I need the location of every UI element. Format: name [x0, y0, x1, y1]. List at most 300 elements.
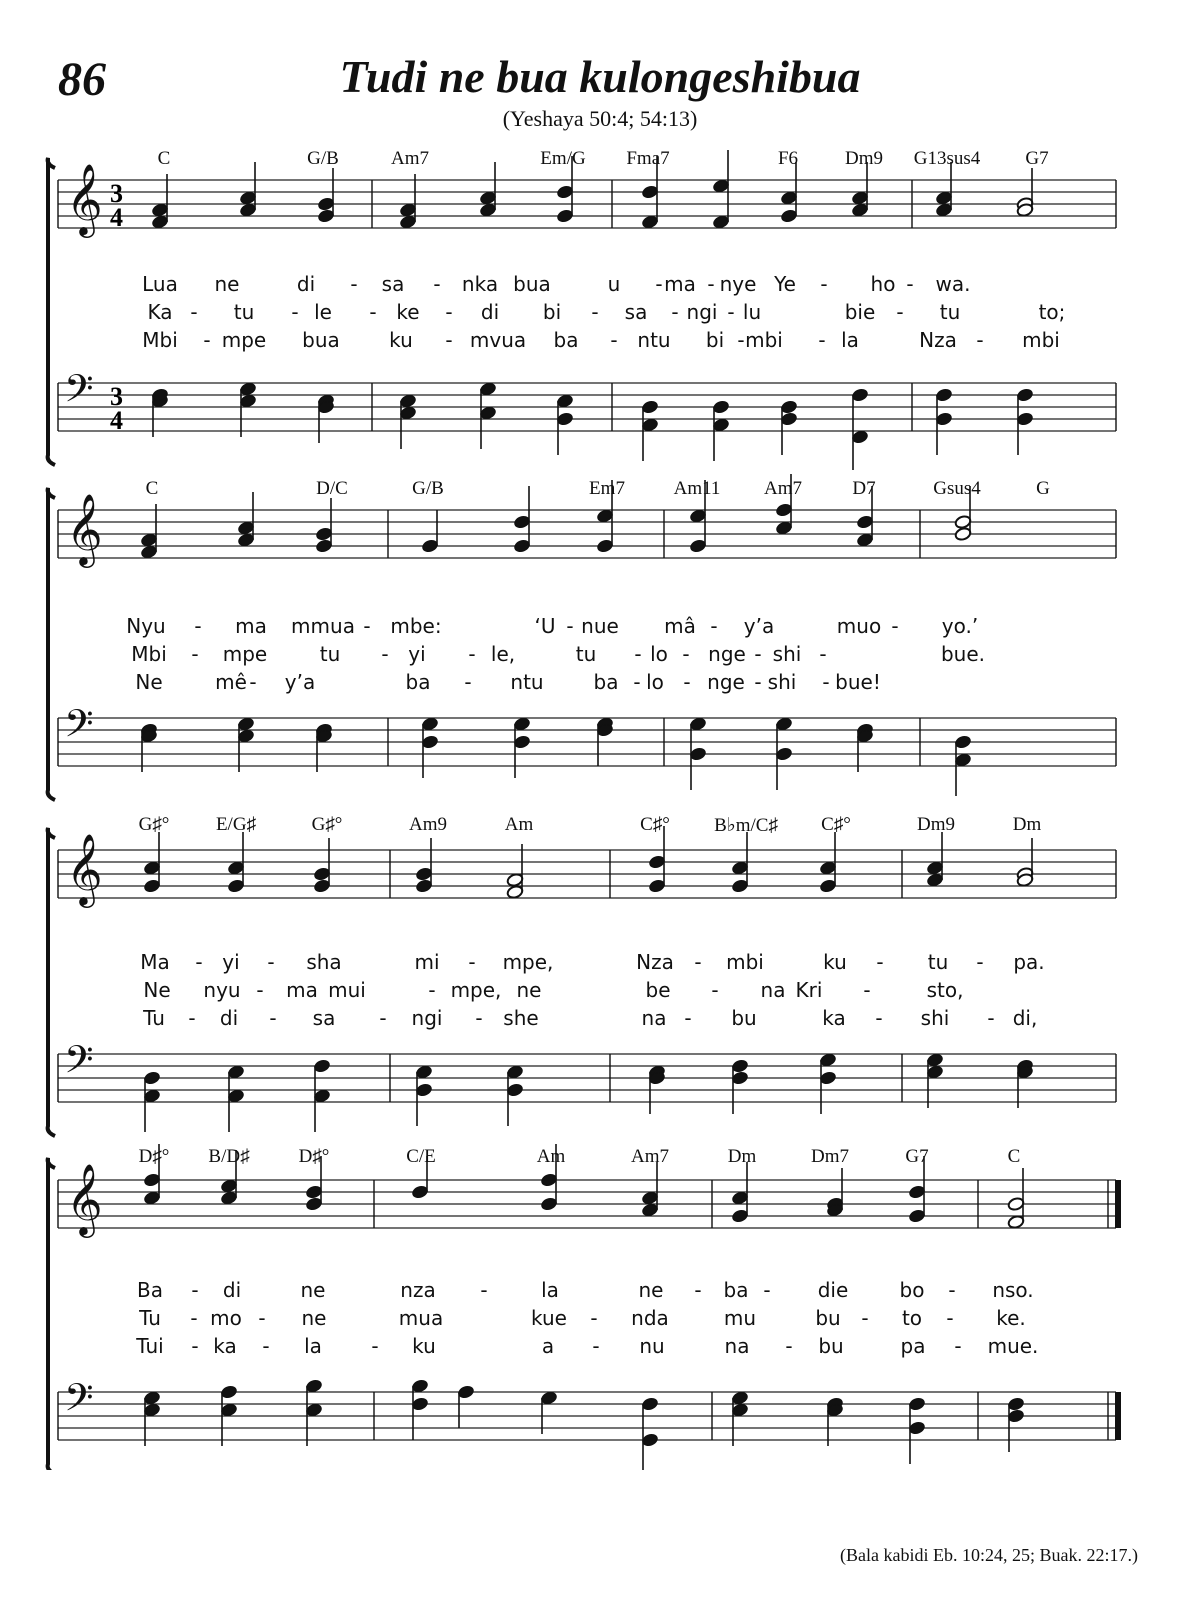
- music-system-3: [0, 808, 1200, 1128]
- chord-symbol: C/E: [406, 1146, 436, 1167]
- lyric-hyphen: -: [468, 642, 476, 666]
- chord-symbol: G♯°: [138, 814, 170, 835]
- notehead: [315, 527, 333, 542]
- chord-symbol: G/B: [307, 148, 339, 169]
- lyric-syllable: nza: [400, 1278, 436, 1302]
- lyric-hyphen: -: [262, 1334, 270, 1358]
- notehead: [689, 539, 707, 554]
- notehead: [926, 873, 944, 888]
- lyric-hyphen: -: [291, 300, 299, 324]
- notehead: [411, 1379, 429, 1394]
- notehead: [641, 1433, 659, 1448]
- lyric-hyphen: -: [754, 670, 762, 694]
- chord-symbol: D7: [852, 478, 876, 499]
- notehead: [1007, 1197, 1025, 1212]
- lyric-syllable: yo.’: [941, 614, 979, 638]
- time-signature-upper: 3: [110, 179, 123, 208]
- notehead: [596, 509, 614, 524]
- notehead: [513, 539, 531, 554]
- notehead: [641, 1203, 659, 1218]
- notehead: [506, 873, 524, 888]
- treble-clef-icon: 𝄞: [66, 162, 103, 235]
- chord-symbol: C♯°: [640, 814, 670, 835]
- lyric-hyphen: -: [566, 614, 574, 638]
- lyric-syllable: yi: [222, 950, 240, 974]
- lyric-hyphen: -: [190, 300, 198, 324]
- lyric-syllable: mpe: [221, 328, 267, 352]
- notehead: [415, 879, 433, 894]
- notehead: [143, 1391, 161, 1406]
- notehead: [775, 521, 793, 536]
- notehead: [399, 215, 417, 230]
- lyric-syllable: Ba: [137, 1278, 163, 1302]
- lyric-syllable: bie: [844, 300, 876, 324]
- notehead: [935, 203, 953, 218]
- notehead: [935, 388, 953, 403]
- notehead: [641, 185, 659, 200]
- notehead: [421, 735, 439, 750]
- lyric-syllable: kue: [531, 1306, 567, 1330]
- notehead: [399, 394, 417, 409]
- lyric-syllable: di: [296, 272, 316, 296]
- lyric-syllable: nda: [631, 1306, 669, 1330]
- notehead: [143, 879, 161, 894]
- chord-symbol: G13sus4: [913, 148, 981, 169]
- notehead: [780, 412, 798, 427]
- lyric-hyphen: -: [480, 1278, 488, 1302]
- lyric-syllable: be: [645, 978, 671, 1002]
- notehead: [317, 209, 335, 224]
- chord-symbol: Em/G: [540, 148, 586, 169]
- notehead: [239, 203, 257, 218]
- notehead: [143, 1173, 161, 1188]
- lyric-syllable: ma: [235, 614, 267, 638]
- chord-symbol: Dm7: [811, 1146, 849, 1167]
- lyric-syllable: ku: [823, 950, 847, 974]
- notehead: [140, 533, 158, 548]
- bass-clef-icon: 𝄢: [64, 1037, 94, 1091]
- lyric-syllable: bu: [731, 1006, 757, 1030]
- lyric-syllable: bue.: [940, 642, 986, 666]
- lyric-syllable: ba: [405, 670, 431, 694]
- notehead: [143, 1089, 161, 1104]
- notehead: [421, 539, 439, 554]
- chord-symbol: C: [145, 478, 159, 499]
- lyric-hyphen: -: [754, 642, 762, 666]
- bass-notes: [140, 717, 972, 796]
- lyric-hyphen: -: [475, 1006, 483, 1030]
- lyric-syllable: bo: [899, 1278, 925, 1302]
- lyric-syllable: ke.: [996, 1306, 1026, 1330]
- notehead: [908, 1421, 926, 1436]
- lyric-syllable: na: [641, 1006, 667, 1030]
- lyric-syllable: mua: [398, 1306, 444, 1330]
- chord-symbol: G♯°: [311, 814, 343, 835]
- notehead: [305, 1197, 323, 1212]
- lyric-syllable: tu: [233, 300, 255, 324]
- notehead: [237, 533, 255, 548]
- lyric-hyphen: -: [948, 1278, 956, 1302]
- notehead: [421, 717, 439, 732]
- notehead: [313, 1059, 331, 1074]
- notehead: [556, 412, 574, 427]
- notehead: [237, 729, 255, 744]
- lyric-syllable: shi: [772, 642, 802, 666]
- lyric-syllable: mu: [723, 1306, 757, 1330]
- lyric-syllable: ne: [638, 1278, 664, 1302]
- lyric-syllable: yi: [408, 642, 426, 666]
- lyric-syllable: nyu: [203, 978, 241, 1002]
- notehead: [237, 717, 255, 732]
- lyric-hyphen: -: [445, 300, 453, 324]
- lyric-hyphen: -: [468, 950, 476, 974]
- lyric-syllable: mo: [210, 1306, 242, 1330]
- lyric-syllable: sto,: [926, 978, 964, 1002]
- lyric-hyphen: -: [861, 1306, 869, 1330]
- lyric-syllable: Ne: [135, 670, 163, 694]
- lyric-syllable: di: [222, 1278, 242, 1302]
- notehead: [1016, 388, 1034, 403]
- time-signature-upper: 3: [110, 382, 123, 411]
- lyric-syllable: ntu: [637, 328, 671, 352]
- notehead: [775, 747, 793, 762]
- notehead: [641, 1191, 659, 1206]
- lyric-hyphen: -: [976, 328, 984, 352]
- notehead: [856, 515, 874, 530]
- notehead: [712, 179, 730, 194]
- notehead: [315, 539, 333, 554]
- lyric-syllable: la: [304, 1334, 322, 1358]
- lyric-syllable: shi: [920, 1006, 950, 1030]
- chord-symbol: Am11: [673, 478, 721, 499]
- lyric-hyphen: -: [684, 1006, 692, 1030]
- lyric-hyphen: -: [946, 1306, 954, 1330]
- scripture-reference: (Yeshaya 50:4; 54:13): [502, 106, 698, 131]
- lyric-hyphen: -: [195, 950, 203, 974]
- notehead: [908, 1185, 926, 1200]
- notehead: [220, 1403, 238, 1418]
- lyric-syllable: di,: [1012, 1006, 1038, 1030]
- lyric-hyphen: -: [763, 1278, 771, 1302]
- lyric-syllable: bi: [542, 300, 562, 324]
- lyric-syllable: mpe,: [502, 950, 554, 974]
- lyric-hyphen: -: [191, 1278, 199, 1302]
- lyric-syllable: ba: [723, 1278, 749, 1302]
- lyric-hyphen: -: [428, 978, 436, 1002]
- lyric-syllable: tu: [319, 642, 341, 666]
- lyric-syllable: ku: [412, 1334, 436, 1358]
- lyric-syllable: mpe: [222, 642, 268, 666]
- lyric-syllable: Mbi: [131, 642, 167, 666]
- notehead: [731, 1391, 749, 1406]
- lyric-syllable: u: [607, 272, 621, 296]
- notehead: [1007, 1397, 1025, 1412]
- chord-symbol: D♯°: [298, 1146, 330, 1167]
- lyric-hyphen: -: [188, 1006, 196, 1030]
- notehead: [313, 1089, 331, 1104]
- lyric-syllable: sa: [312, 1006, 336, 1030]
- notehead: [399, 406, 417, 421]
- chord-symbol: C♯°: [821, 814, 851, 835]
- notehead: [143, 1403, 161, 1418]
- lyric-hyphen: -: [875, 1006, 883, 1030]
- lyric-syllable: ne: [301, 1306, 327, 1330]
- notehead: [935, 412, 953, 427]
- lyric-syllable: sa: [381, 272, 405, 296]
- time-signature-lower: 4: [110, 406, 123, 435]
- notehead: [712, 215, 730, 230]
- notehead: [648, 879, 666, 894]
- lyric-syllable: nue: [581, 614, 619, 638]
- notehead: [479, 406, 497, 421]
- bass-clef-icon: 𝄢: [64, 701, 94, 755]
- lyric-syllable: ngi: [686, 300, 718, 324]
- notehead: [731, 1071, 749, 1086]
- lyric-syllable: ne: [214, 272, 240, 296]
- treble-clef-icon: 𝄞: [66, 492, 103, 565]
- lyric-syllable: sha: [306, 950, 342, 974]
- chord-symbol: Am9: [409, 814, 447, 835]
- time-signature-lower: 4: [110, 203, 123, 232]
- notehead: [641, 418, 659, 433]
- lyric-syllable: Kri: [795, 978, 823, 1002]
- lyric-syllable: Ne: [143, 978, 171, 1002]
- lyric-hyphen: -: [591, 300, 599, 324]
- lyric-syllable: Ye: [774, 272, 796, 296]
- notehead: [399, 203, 417, 218]
- lyric-hyphen: -: [256, 978, 264, 1002]
- music-system-2: [0, 472, 1200, 792]
- lyric-hyphen: -: [818, 328, 826, 352]
- lyric-syllable: ba: [593, 670, 619, 694]
- bass-notes: [143, 1053, 1034, 1132]
- lyric-syllable: bue!: [835, 670, 881, 694]
- chord-symbol: Am7: [764, 478, 802, 499]
- music-system-1: [0, 140, 1200, 460]
- notehead: [239, 394, 257, 409]
- notehead: [143, 1071, 161, 1086]
- lyric-hyphen: -: [350, 272, 358, 296]
- lyric-syllable: Tu: [143, 1006, 165, 1030]
- lyric-syllable: na: [760, 978, 786, 1002]
- notehead: [731, 1059, 749, 1074]
- lyric-hyphen: -: [191, 1334, 199, 1358]
- notehead: [479, 203, 497, 218]
- treble-clef-icon: 𝄞: [66, 832, 103, 905]
- treble-notes: [143, 826, 1034, 899]
- lyric-syllable: bu: [815, 1306, 841, 1330]
- chord-symbol: B♭m/C♯: [714, 815, 778, 836]
- treble-notes: [151, 150, 1034, 229]
- notehead: [935, 191, 953, 206]
- notehead: [220, 1191, 238, 1206]
- lyric-hyphen: -: [381, 642, 389, 666]
- notehead: [151, 215, 169, 230]
- lyric-hyphen: -: [683, 670, 691, 694]
- lyric-syllable: pa.: [1013, 950, 1045, 974]
- notehead: [689, 509, 707, 524]
- lyric-syllable: ba: [553, 328, 579, 352]
- lyric-syllable: a: [541, 1334, 555, 1358]
- notehead: [506, 1083, 524, 1098]
- notehead: [780, 191, 798, 206]
- lyric-syllable: la: [541, 1278, 559, 1302]
- lyric-hyphen: -: [987, 1006, 995, 1030]
- notehead: [731, 861, 749, 876]
- lyric-hyphen: -: [194, 614, 202, 638]
- lyric-syllable: ma: [286, 978, 318, 1002]
- notehead: [513, 515, 531, 530]
- lyric-syllable: ne: [300, 1278, 326, 1302]
- chord-symbol: Dm9: [917, 814, 955, 835]
- lyric-hyphen: -: [671, 300, 679, 324]
- lyric-syllable: ‘U: [534, 614, 556, 638]
- notehead: [506, 1065, 524, 1080]
- notehead: [780, 209, 798, 224]
- lyric-syllable: ke: [396, 300, 420, 324]
- lyric-hyphen: -: [820, 272, 828, 296]
- notehead: [954, 735, 972, 750]
- notehead: [540, 1197, 558, 1212]
- lyric-hyphen: -: [682, 642, 690, 666]
- lyric-syllable: Ma: [140, 950, 170, 974]
- notehead: [775, 717, 793, 732]
- lyric-syllable: y’a: [284, 670, 316, 694]
- lyric-syllable: mi: [414, 950, 440, 974]
- treble-staff: [58, 1180, 1116, 1228]
- notehead: [908, 1397, 926, 1412]
- chord-symbol: E/G♯: [215, 814, 257, 835]
- lyric-syllable: she: [503, 1006, 539, 1030]
- notehead: [227, 879, 245, 894]
- notehead: [641, 215, 659, 230]
- lyric-hyphen: -: [655, 272, 663, 296]
- notehead: [540, 1391, 558, 1406]
- notehead: [506, 885, 524, 900]
- lyric-syllable: nge: [708, 642, 746, 666]
- lyric-hyphen: -: [727, 300, 735, 324]
- notehead: [556, 185, 574, 200]
- lyric-hyphen: -: [891, 614, 899, 638]
- lyric-hyphen: -: [954, 1334, 962, 1358]
- chord-symbol: G7: [905, 1146, 929, 1167]
- lyric-hyphen: -: [633, 670, 641, 694]
- notehead: [648, 855, 666, 870]
- lyric-syllable: Ka: [147, 300, 173, 324]
- lyric-syllable: muo: [836, 614, 882, 638]
- chord-symbol: Dm: [1012, 814, 1042, 835]
- notehead: [689, 717, 707, 732]
- chord-symbol: C: [1007, 1146, 1021, 1167]
- lyric-syllable: ka: [822, 1006, 846, 1030]
- notehead: [819, 861, 837, 876]
- chord-symbol: Am7: [631, 1146, 669, 1167]
- lyric-syllable: bua: [513, 272, 551, 296]
- lyric-hyphen: -: [433, 272, 441, 296]
- notehead: [926, 1065, 944, 1080]
- lyric-syllable: lo: [646, 670, 664, 694]
- notehead: [227, 861, 245, 876]
- lyric-syllable: mbi: [726, 950, 764, 974]
- lyric-syllable: ma: [664, 272, 696, 296]
- lyric-syllable: lu: [742, 300, 762, 324]
- lyric-syllable: mbi: [1022, 328, 1060, 352]
- notehead: [1007, 1215, 1025, 1230]
- lyric-hyphen: -: [906, 272, 914, 296]
- chord-symbol: G: [1036, 478, 1050, 499]
- notehead: [239, 191, 257, 206]
- lyric-syllable: mbe:: [390, 614, 442, 638]
- lyric-syllable: nso.: [992, 1278, 1034, 1302]
- lyric-syllable: to;: [1038, 300, 1066, 324]
- lyric-syllable: nye: [719, 272, 757, 296]
- lyric-syllable: ne: [516, 978, 542, 1002]
- notehead: [641, 1397, 659, 1412]
- lyric-hyphen: -: [592, 1334, 600, 1358]
- lyric-hyphen: -: [249, 670, 257, 694]
- notehead: [689, 747, 707, 762]
- lyric-syllable: mê: [215, 670, 247, 694]
- lyric-syllable: nka: [461, 272, 499, 296]
- lyric-hyphen: -: [369, 300, 377, 324]
- lyric-hyphen: -: [379, 1006, 387, 1030]
- lyric-syllable: ntu: [510, 670, 544, 694]
- lyric-hyphen: -: [822, 670, 830, 694]
- system-bracket: [48, 828, 55, 1136]
- chord-symbol: Am: [504, 814, 534, 835]
- lyric-hyphen: -: [737, 328, 745, 352]
- lyric-hyphen: -: [371, 1334, 379, 1358]
- lyric-syllable: tu: [939, 300, 961, 324]
- notehead: [313, 867, 331, 882]
- lyric-syllable: Lua: [142, 272, 178, 296]
- notehead: [151, 203, 169, 218]
- lyric-syllable: lo: [650, 642, 668, 666]
- lyric-syllable: mbi: [745, 328, 783, 352]
- lyric-syllable: shi: [767, 670, 797, 694]
- chord-symbol: Fma7: [626, 148, 670, 169]
- lyric-syllable: y’a: [743, 614, 775, 638]
- notehead: [731, 1403, 749, 1418]
- lyric-syllable: Nyu: [126, 614, 166, 638]
- notehead: [415, 1065, 433, 1080]
- lyric-hyphen: -: [896, 300, 904, 324]
- lyric-syllable: to: [901, 1306, 923, 1330]
- lyric-syllable: Mbi: [142, 328, 178, 352]
- lyric-syllable: Tu: [139, 1306, 161, 1330]
- notehead: [457, 1385, 475, 1400]
- system-bracket: [48, 158, 55, 465]
- notehead: [220, 1385, 238, 1400]
- notehead: [220, 1179, 238, 1194]
- lyric-hyphen: -: [258, 1306, 266, 1330]
- lyric-syllable: bua: [302, 328, 340, 352]
- chord-symbol: Em7: [589, 478, 625, 499]
- notehead: [305, 1403, 323, 1418]
- lyric-hyphen: -: [876, 950, 884, 974]
- notehead: [140, 545, 158, 560]
- chord-symbol: Am7: [391, 148, 429, 169]
- treble-staff: [58, 180, 1116, 228]
- lyric-syllable: tu: [927, 950, 949, 974]
- notehead: [926, 1053, 944, 1068]
- chord-symbol: G/B: [412, 478, 444, 499]
- lyric-syllable: sa: [624, 300, 648, 324]
- lyric-syllable: nu: [639, 1334, 665, 1358]
- lyric-syllable: mmua: [291, 614, 355, 638]
- notehead: [596, 539, 614, 554]
- notehead: [227, 1065, 245, 1080]
